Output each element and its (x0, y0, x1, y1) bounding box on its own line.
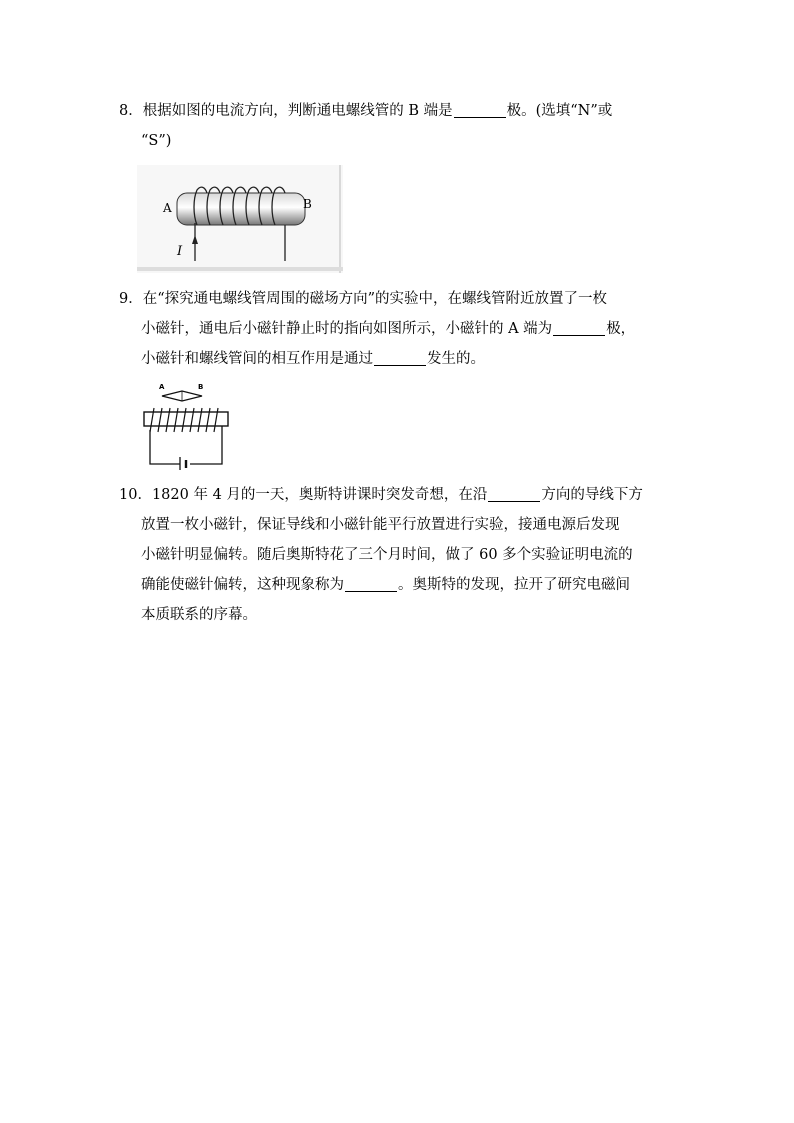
solenoid-current-figure (137, 165, 343, 273)
question-10-line-5: 本质联系的序幕。 (141, 607, 257, 623)
question-10-line-2: 放置一枚小磁针，保证导线和小磁针能平行放置进行实验，接通电源后发现 (141, 517, 620, 533)
question-8 (119, 96, 679, 156)
answer-blank[interactable] (488, 485, 540, 502)
question-10-line-4: 确能使磁针偏转，这种现象称为 。奥斯特的发现，拉开了研究电磁间 (141, 577, 630, 593)
question-10 (119, 480, 679, 630)
end-label-b: B (303, 197, 312, 211)
needle-label-b: B (198, 383, 204, 391)
question-9-line-1: 9．在“探究通电螺线管周围的磁场方向”的实验中，在螺线管附近放置了一枚 (119, 291, 608, 307)
question-8-line-1: 8．根据如图的电流方向，判断通电螺线管的 B 端是 极。(选填“N”或 (119, 103, 613, 119)
question-10-line-3: 小磁针明显偏转。随后奥斯特花了三个月时间，做了 60 多个实验证明电流的 (141, 547, 633, 563)
answer-blank[interactable] (374, 349, 426, 366)
solenoid-compass-figure (140, 380, 236, 470)
question-number: 10． (119, 487, 152, 503)
question-8-line-2: “S”) (141, 133, 172, 149)
question-9-line-3: 小磁针和螺线管间的相互作用是通过 发生的。 (141, 351, 485, 367)
end-label-a: A (163, 201, 172, 215)
question-number: 9． (119, 291, 143, 307)
needle-label-a: A (159, 383, 165, 391)
question-9 (119, 284, 679, 374)
answer-blank[interactable] (454, 101, 506, 118)
question-9-line-2: 小磁针，通电后小磁针静止时的指向如图所示，小磁针的 A 端为 极， (141, 321, 636, 337)
answer-blank[interactable] (345, 575, 397, 592)
question-10-line-1: 10．1820 年 4 月的一天，奥斯特讲课时突发奇想，在沿 方向的导线下方 (119, 487, 643, 503)
question-number: 8． (119, 103, 143, 119)
answer-blank[interactable] (553, 319, 605, 336)
current-label: I (177, 244, 183, 259)
